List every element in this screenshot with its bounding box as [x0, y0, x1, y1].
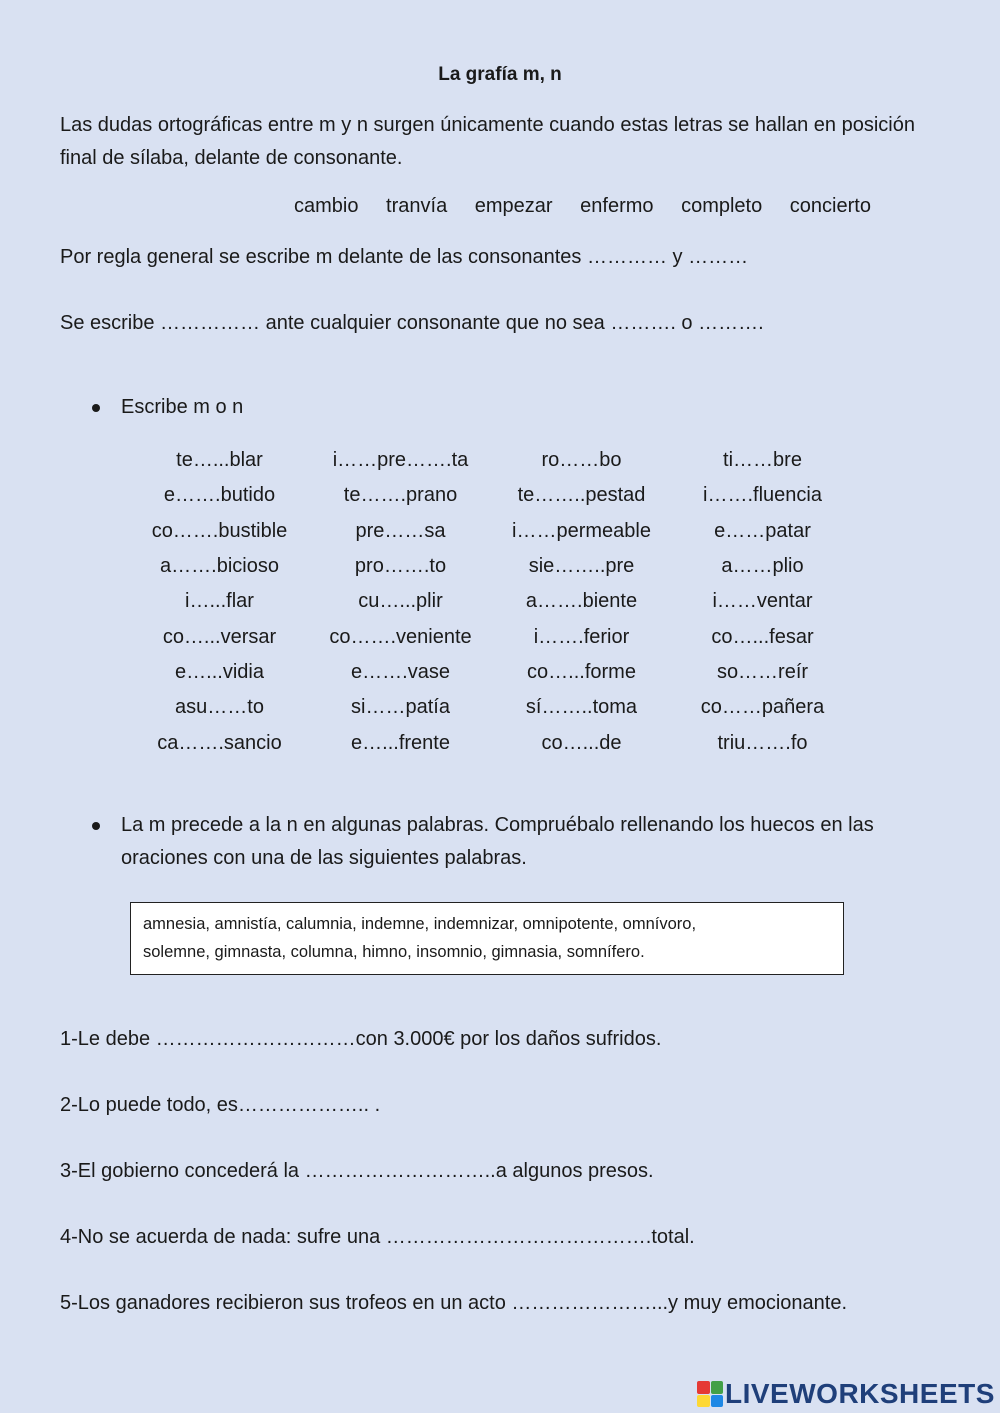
word-bank-line: amnesia, amnistía, calumnia, indemne, indemnizar, omnipotente, omnívoro,: [143, 915, 697, 933]
grid-word: sí……..toma: [525, 696, 638, 719]
grid-word: te…….prano: [343, 484, 458, 507]
sentence-5: 5-Los ganadores recibieron sus trofeos en un acto …………………...y muy emocionante.: [60, 1292, 848, 1314]
grid-word: co…...fesar: [711, 625, 814, 648]
sentence-3: 3-El gobierno concederá la ………………………..a algunos presos.: [60, 1160, 654, 1182]
word-bank-line: solemne, gimnasta, columna, himno, insomnio, gimnasia, somnífero.: [143, 943, 645, 961]
logo-square: [711, 1395, 724, 1408]
grid-word: co…...forme: [527, 660, 636, 683]
grid-word: so……reír: [716, 660, 809, 683]
example-word: tranvía: [386, 195, 448, 217]
grid-row: [129, 443, 889, 478]
grid-row: [129, 725, 889, 760]
page-title: La grafía m, n: [438, 64, 562, 85]
grid-word: i……permeable: [512, 519, 651, 542]
rule-general-m: Por regla general se escribe m delante de las consonantes ………… y ………: [60, 246, 749, 268]
grid-word: te…...blar: [176, 449, 263, 472]
grid-word: i…….ferior: [533, 625, 630, 648]
grid-word: a……plio: [721, 555, 804, 578]
grid-word: i……pre…….ta: [332, 449, 469, 472]
intro-paragraph: Las dudas ortográficas entre m y n surgen únicamente cuando estas letras se hallan en posición final de sílaba, delante de consonante.: [60, 114, 915, 169]
grid-word: co……pañera: [700, 696, 825, 719]
grid-word: i……ventar: [712, 590, 813, 613]
grid-word: e…...frente: [351, 731, 450, 754]
sentence-1: 1-Le debe …………………………con 3.000€ por los daños sufridos.: [60, 1028, 662, 1050]
grid-word: co…….veniente: [329, 625, 472, 648]
grid-word: pre……sa: [355, 519, 446, 542]
grid-word: te……..pestad: [517, 484, 646, 507]
logo-square: [697, 1395, 710, 1408]
liveworksheets-logo: [697, 1378, 995, 1410]
grid-word: e…….vase: [351, 660, 450, 683]
grid-word: si……patía: [351, 696, 450, 719]
grid-word: i…...flar: [185, 590, 254, 613]
grid-row: [129, 549, 889, 584]
grid-word: ro……bo: [541, 449, 622, 472]
logo-text: LIVEWORKSHEETS: [725, 1378, 995, 1409]
fill-in-grid: [129, 443, 889, 761]
grid-word: sie……..pre: [528, 555, 635, 578]
grid-row: [129, 619, 889, 654]
grid-word: a…….biente: [525, 590, 638, 613]
exercise-2-instruction: La m precede a la n en algunas palabras. Compruébalo rellenando los huecos en las oraciones con una de las siguientes palabras.: [90, 809, 930, 875]
logo-square: [697, 1381, 710, 1394]
grid-word: a…….bicioso: [160, 555, 279, 578]
grid-word: cu…...plir: [358, 590, 443, 613]
grid-word: ti……bre: [723, 449, 802, 472]
sentence-2: 2-Lo puede todo, es……………….. .: [60, 1094, 381, 1116]
grid-word: asu……to: [175, 696, 264, 719]
grid-word: e…...vidia: [175, 660, 264, 683]
grid-row: [129, 514, 889, 549]
logo-square: [711, 1381, 724, 1394]
grid-word: co…...versar: [162, 625, 277, 648]
grid-word: ca…….sancio: [157, 731, 282, 754]
example-words: [294, 195, 871, 218]
word-bank-box: [130, 902, 844, 975]
sentence-4: 4-No se acuerda de nada: sufre una ………………………………….total.: [60, 1226, 695, 1248]
example-word: concierto: [789, 195, 871, 217]
grid-word: e…….butido: [163, 484, 276, 507]
grid-row: [129, 690, 889, 725]
grid-word: pro…….to: [354, 555, 447, 578]
example-word: enfermo: [580, 195, 654, 217]
grid-word: i…….fluencia: [703, 484, 822, 507]
grid-word: co…...de: [541, 731, 622, 754]
example-word: cambio: [294, 195, 359, 217]
grid-word: triu…….fo: [717, 731, 808, 754]
rule-general-n: Se escribe …………… ante cualquier consonante que no sea ………. o ……….: [60, 312, 764, 334]
grid-word: co…….bustible: [151, 519, 288, 542]
grid-row: [129, 584, 889, 619]
example-word: empezar: [474, 195, 553, 217]
grid-word: e……patar: [714, 519, 811, 542]
logo-icon: [697, 1381, 723, 1407]
example-word: completo: [681, 195, 763, 217]
grid-row: [129, 655, 889, 690]
grid-row: [129, 478, 889, 513]
exercise-1-instruction: Escribe m o n: [90, 391, 930, 424]
